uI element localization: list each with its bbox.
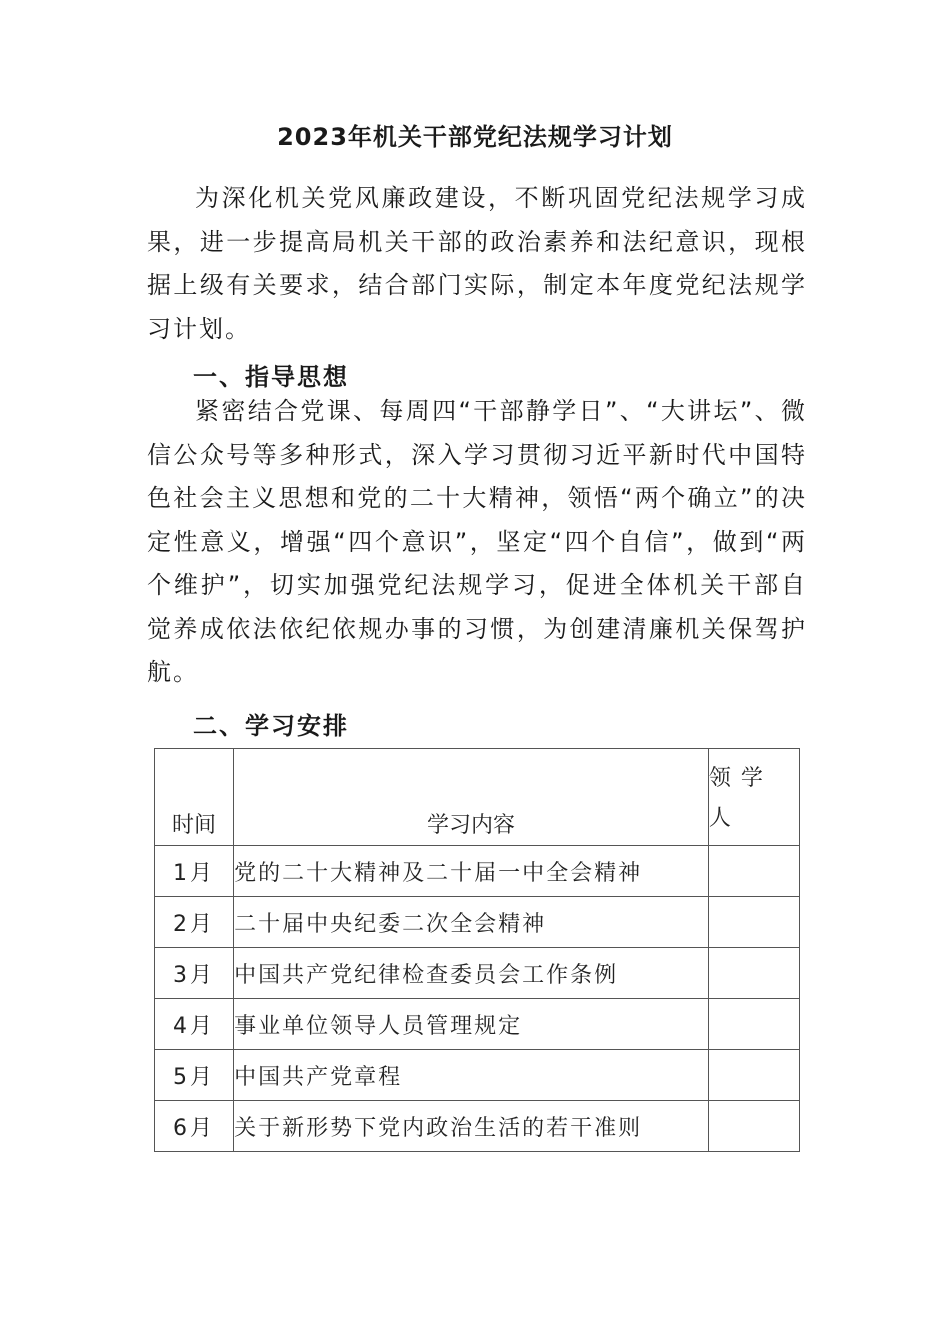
row-content: 党的二十大精神及二十届一中全会精神 xyxy=(234,846,709,897)
row-leader xyxy=(708,1101,799,1152)
row-month: 5月 xyxy=(155,1050,234,1101)
row-leader xyxy=(708,846,799,897)
row-content: 事业单位领导人员管理规定 xyxy=(234,999,709,1050)
table-row xyxy=(155,846,800,897)
row-content: 中国共产党章程 xyxy=(234,1050,709,1101)
row-content: 中国共产党纪律检查委员会工作条例 xyxy=(234,948,709,999)
section-heading-study-schedule: 二、学习安排 xyxy=(193,712,349,740)
row-leader xyxy=(708,999,799,1050)
intro-paragraph: 为深化机关党风廉政建设，不断巩固党纪法规学习成果，进一步提高局机关干部的政治素养和法纪意识，现根据上级有关要求，结合部门实际，制定本年度党纪法规学习计划。 xyxy=(147,184,807,343)
document-title: 2023年机关干部党纪法规学习计划 xyxy=(277,123,673,151)
table-row xyxy=(155,1101,800,1152)
row-leader xyxy=(708,1050,799,1101)
table-row xyxy=(155,948,800,999)
header-time: 时间 xyxy=(155,749,234,846)
row-month: 6月 xyxy=(155,1101,234,1152)
row-month: 1月 xyxy=(155,846,234,897)
row-content: 二十届中央纪委二次全会精神 xyxy=(234,897,709,948)
row-month: 4月 xyxy=(155,999,234,1050)
table-row xyxy=(155,999,800,1050)
guiding-ideology-paragraph: 紧密结合党课、每周四“干部静学日”、“大讲坛”、微信公众号等多种形式，深入学习贯彻习近平新时代中国特色社会主义思想和党的二十大精神，领悟“两个确立”的决定性意义，增强“四个意识”，坚定“四个自信”，做到“两个维护”，切实加强党纪法规学习，促进全体机关干部自觉养成依法依纪依规办事的习惯，为创建清廉机关保驾护航。 xyxy=(147,397,807,686)
row-month: 3月 xyxy=(155,948,234,999)
row-leader xyxy=(708,897,799,948)
table-row xyxy=(155,897,800,948)
header-leader: 领学人 xyxy=(708,749,799,846)
section-heading-guiding-ideology: 一、指导思想 xyxy=(193,363,349,391)
row-month: 2月 xyxy=(155,897,234,948)
header-content: 学习内容 xyxy=(234,749,709,846)
table-header-row xyxy=(155,749,800,846)
study-schedule-table xyxy=(154,748,800,1152)
table-row xyxy=(155,1050,800,1101)
row-content: 关于新形势下党内政治生活的若干准则 xyxy=(234,1101,709,1152)
row-leader xyxy=(708,948,799,999)
